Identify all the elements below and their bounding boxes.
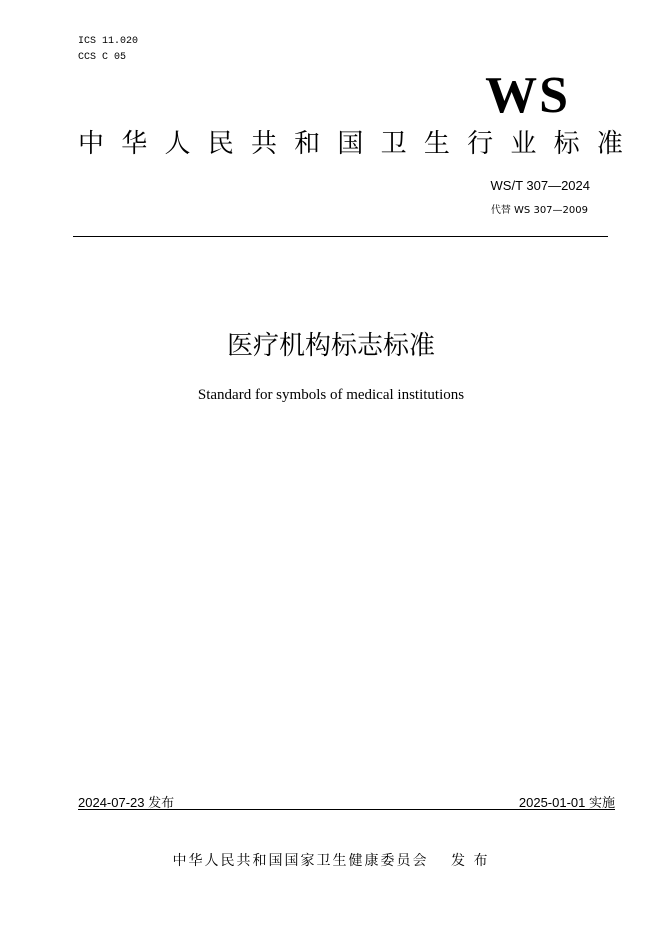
heading-char: 标 — [553, 129, 580, 159]
heading-char: 准 — [596, 129, 623, 159]
publisher: 中华人民共和国国家卫生健康委员会 发 布 — [172, 853, 490, 869]
ws-logo: WS — [485, 67, 570, 124]
standard-number: WS/T 307—2024 — [490, 178, 590, 193]
heading-char: 国 — [337, 129, 364, 159]
heading-char: 和 — [294, 129, 321, 159]
heading-char: 生 — [423, 129, 450, 159]
industry-standard-heading — [78, 126, 623, 162]
replaces-standard: 代替 WS 307—2009 — [490, 205, 588, 216]
ics-code: ICS 11.020 — [78, 36, 139, 47]
heading-char: 共 — [250, 129, 277, 159]
heading-char: 卫 — [380, 129, 407, 159]
document-title-zh: 医疗机构标志标准 — [226, 331, 435, 361]
document-title-en: Standard for symbols of medical institutions — [197, 387, 465, 403]
issue-date: 2024-07-23 发布 — [78, 795, 175, 810]
ccs-code: CCS C 05 — [78, 52, 127, 63]
bottom-divider — [78, 809, 615, 810]
heading-char: 民 — [207, 129, 234, 159]
heading-char: 业 — [510, 129, 537, 159]
top-divider — [73, 236, 608, 237]
heading-char: 行 — [467, 129, 494, 159]
classification-codes — [78, 34, 138, 66]
heading-char: 中 — [78, 129, 105, 159]
implementation-date: 2025-01-01 实施 — [518, 795, 615, 810]
heading-char: 华 — [121, 129, 148, 159]
heading-char: 人 — [164, 129, 191, 159]
